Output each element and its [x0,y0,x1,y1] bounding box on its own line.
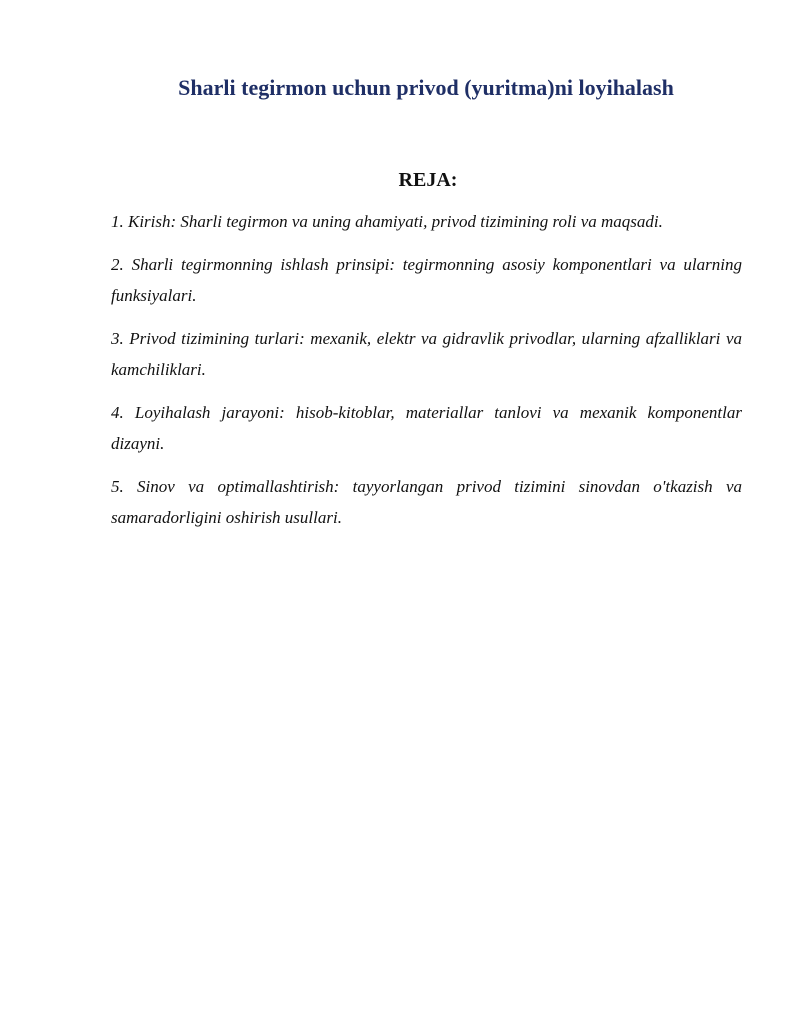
plan-item-1: 1. Kirish: Sharli tegirmon va uning ahamiyati, privod tizimining roli va maqsadi. [111,212,663,231]
document-title: Sharli tegirmon uchun privod (yuritma)ni loyihalash [178,75,674,100]
plan-item-3: 3. Privod tizimining turlari: mexanik, elektr va gidravlik privodlar, ularning afzalliklari va kamchiliklari. [111,329,742,379]
plan-item-4: 4. Loyihalash jarayoni: hisob-kitoblar, materiallar tanlovi va mexanik komponentlar dizayni. [111,403,742,453]
plan-item-5: 5. Sinov va optimallashtirish: tayyorlangan privod tizimini sinovdan o'tkazish va samaradorligini oshirish usullari. [111,477,742,527]
plan-item-2: 2. Sharli tegirmonning ishlash prinsipi: tegirmonning asosiy komponentlari va ularning funksiyalari. [111,255,742,305]
plan-list [111,206,742,545]
plan-heading: REJA: [398,169,458,191]
